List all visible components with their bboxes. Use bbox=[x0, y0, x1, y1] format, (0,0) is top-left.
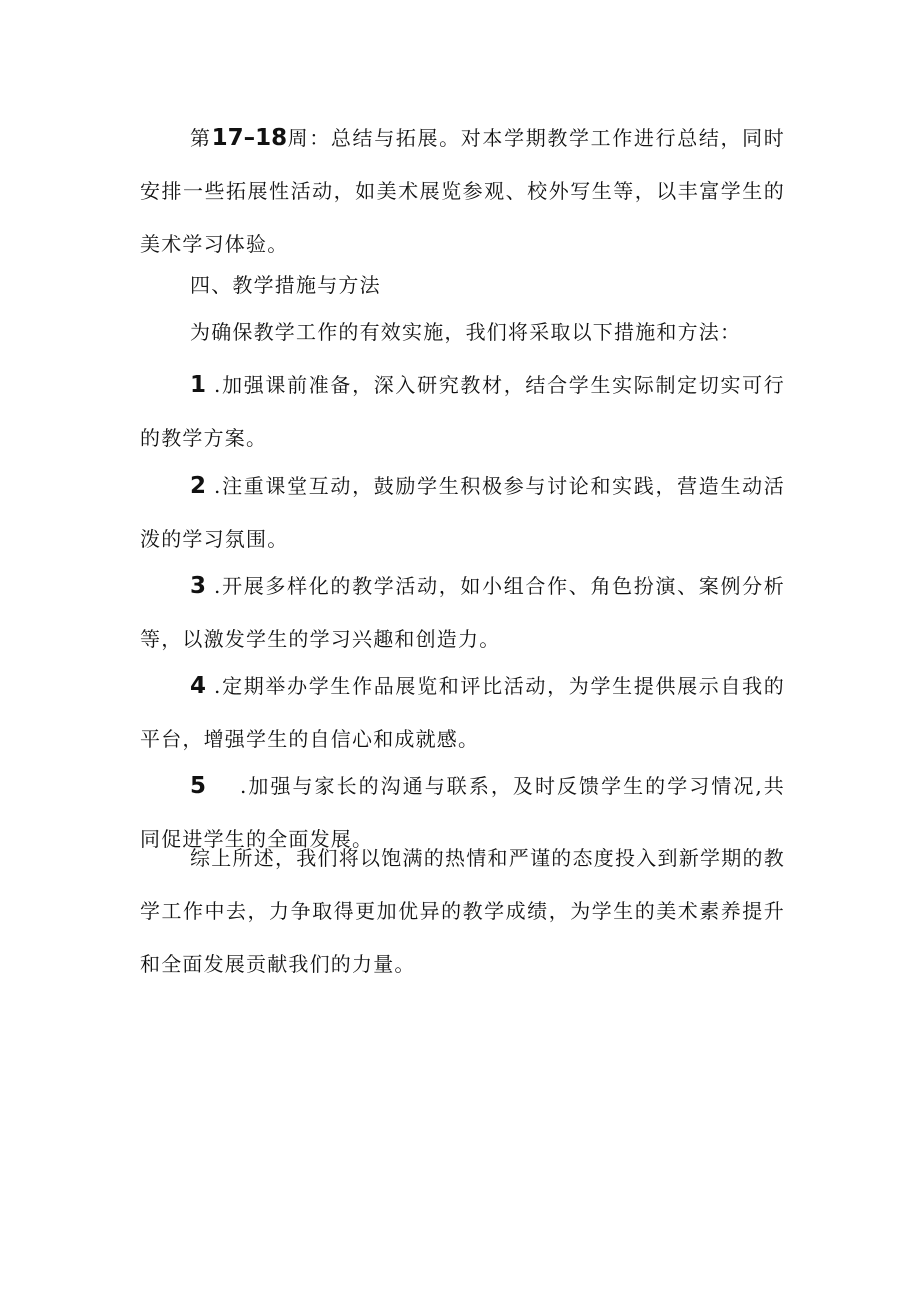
measure-text: .加强课前准备，深入研究教材，结合学生实际制定切实可行的教学方案。 bbox=[140, 373, 785, 450]
week-prefix: 第 bbox=[190, 126, 212, 150]
measure-number: 1 bbox=[190, 372, 207, 398]
measure-item-4 bbox=[140, 660, 785, 766]
conclusion-paragraph: 综上所述，我们将以饱满的热情和严谨的态度投入到新学期的教学工作中去，力争取得更加优异的教学成绩，为学生的美术素养提升和全面发展贡献我们的力量。 bbox=[140, 846, 785, 976]
measure-text: .开展多样化的教学活动，如小组合作、角色扮演、案例分析等，以激发学生的学习兴趣和创造力。 bbox=[140, 574, 785, 651]
measure-item-3 bbox=[140, 560, 785, 666]
week-text: 周：总结与拓展。对本学期教学工作进行总结，同时安排一些拓展性活动，如美术展览参观、校外写生等，以丰富学生的美术学习体验。 bbox=[140, 126, 785, 256]
measure-text: .定期举办学生作品展览和评比活动，为学生提供展示自我的平台，增强学生的自信心和成就感。 bbox=[140, 674, 785, 751]
measure-text: .注重课堂互动，鼓励学生积极参与讨论和实践，营造生动活泼的学习氛围。 bbox=[140, 474, 785, 551]
measure-number: 4 bbox=[190, 673, 207, 699]
measure-number: 3 bbox=[190, 573, 207, 599]
measure-text: .加强与家长的沟通与联系，及时反馈学生的学习情况,共同促进学生的全面发展。 bbox=[140, 774, 785, 851]
measure-item-2 bbox=[140, 460, 785, 566]
week-number: 17–18 bbox=[211, 125, 288, 151]
measure-number: 2 bbox=[190, 473, 207, 499]
section-heading: 四、教学措施与方法 bbox=[190, 273, 381, 297]
measure-number: 5 bbox=[190, 773, 207, 799]
measure-item-1 bbox=[140, 359, 785, 465]
paragraph-week-17-18 bbox=[140, 112, 785, 271]
intro-paragraph: 为确保教学工作的有效实施，我们将采取以下措施和方法： bbox=[190, 320, 742, 344]
